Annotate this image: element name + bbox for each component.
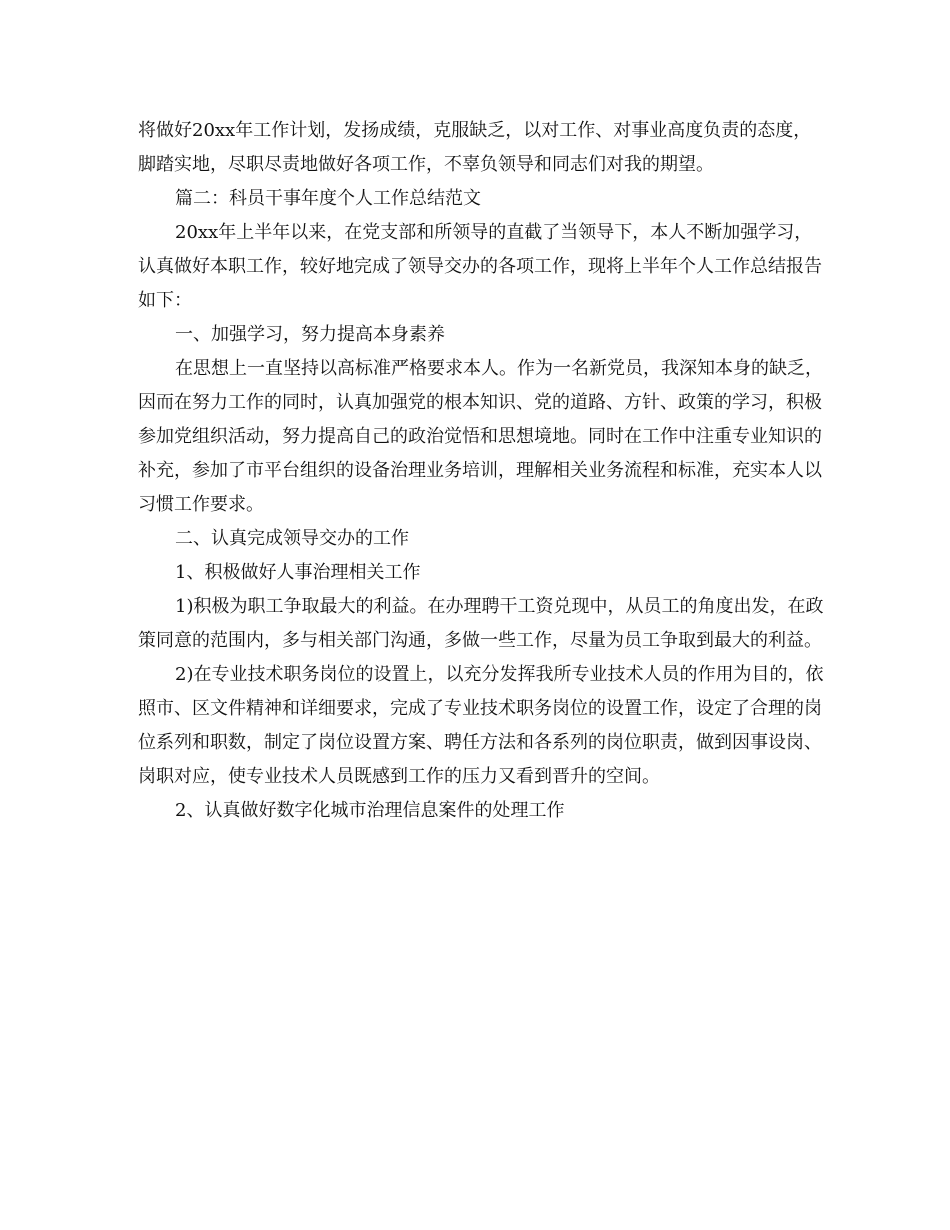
document-body <box>138 114 828 828</box>
heading-tasks: 二、认真完成领导交办的工作 <box>175 528 409 549</box>
list-item-benefits: 1)积极为职工争取最大的利益。在办理聘干工资兑现中，从员工的角度出发，在政策同意的范围内，多与相关部门沟通，多做一些工作，尽量为员工争取到最大的利益。 <box>138 596 824 651</box>
list-item-positions: 2)在专业技术职务岗位的设置上，以充分发挥我所专业技术人员的作用为目的，依照市、区文件精神和详细要求，完成了专业技术职务岗位的设置工作，设定了合理的岗位系列和职数，制定了岗位设置方案、聘任方法和各系列的岗位职责，做到因事设岗、岗职对应，使专业技术人员既感到工作的压力又看到晋升的空间。 <box>138 664 824 787</box>
heading-study: 一、加强学习，努力提高本身素养 <box>175 324 445 345</box>
paragraph-study: 在思想上一直坚持以高标准严格要求本人。作为一名新党员，我深知本身的缺乏，因而在努力工作的同时，认真加强党的根本知识、党的道路、方针、政策的学习，积极参加党组织活动，努力提高自己的政治觉悟和思想境地。同时在工作中注重专业知识的补充，参加了市平台组织的设备治理业务培训，理解相关业务流程和标准，充实本人以习惯工作要求。 <box>138 358 823 515</box>
subheading-personnel: 1、积极做好人事治理相关工作 <box>175 562 421 583</box>
section-title: 篇二：科员干事年度个人工作总结范文 <box>175 188 481 209</box>
paragraph-intro: 20xx年上半年以来，在党支部和所领导的直截了当领导下，本人不断加强学习，认真做好本职工作，较好地完成了领导交办的各项工作，现将上半年个人工作总结报告如下： <box>138 222 822 311</box>
subheading-digital-city: 2、认真做好数字化城市治理信息案件的处理工作 <box>175 800 565 821</box>
paragraph-continuation: 将做好20xx年工作计划，发扬成绩，克服缺乏，以对工作、对事业高度负责的态度，脚踏实地，尽职尽责地做好各项工作，不辜负领导和同志们对我的期望。 <box>138 120 812 175</box>
